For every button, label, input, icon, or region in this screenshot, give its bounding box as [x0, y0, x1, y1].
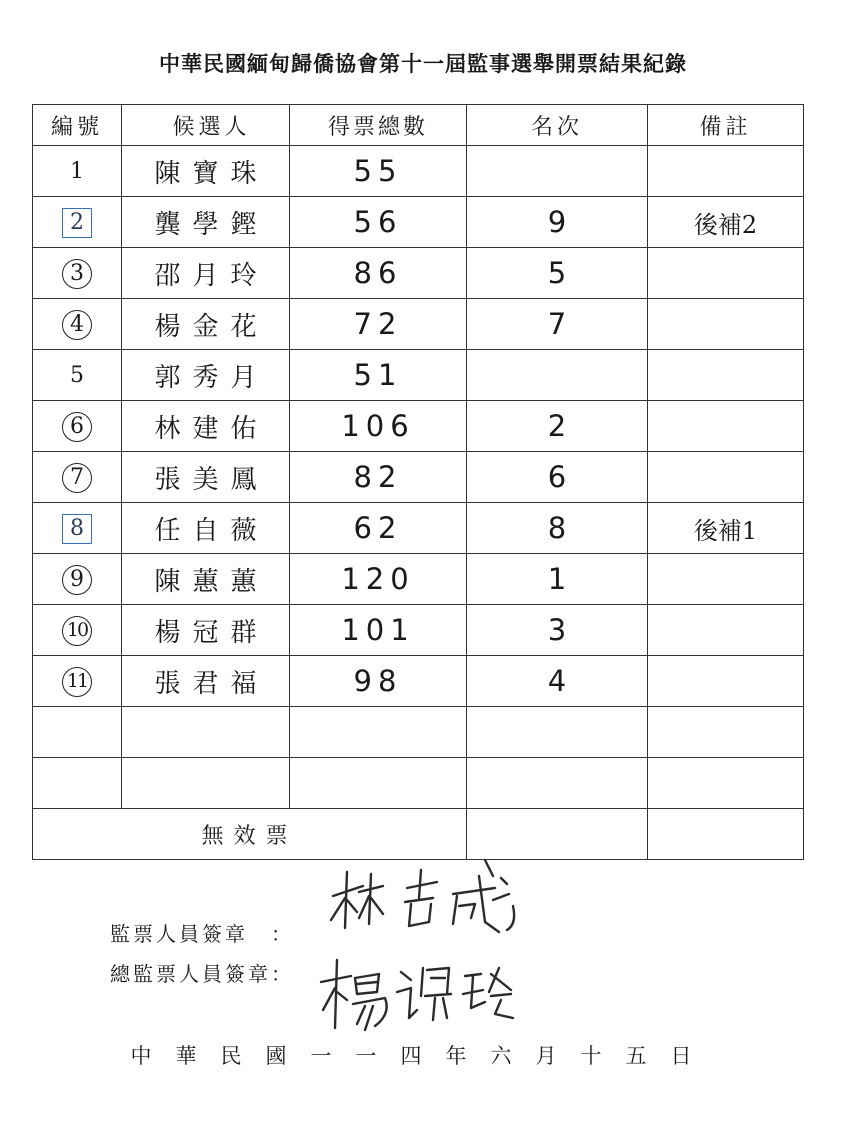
- empty-cell: [467, 707, 648, 758]
- candidate-votes: 72: [290, 299, 467, 350]
- candidate-remark: [648, 605, 804, 656]
- document-date: 中華民國一一四年六月十五日: [130, 1044, 716, 1068]
- elected-circle-mark: 11: [62, 667, 92, 697]
- candidate-rank: [467, 350, 648, 401]
- table-row: [33, 605, 804, 656]
- empty-cell: [290, 758, 467, 809]
- candidate-rank: 4: [467, 656, 648, 707]
- elected-circle-mark: 4: [62, 310, 92, 340]
- empty-cell: [33, 707, 122, 758]
- candidate-number: [33, 299, 122, 350]
- candidate-votes: 62: [290, 503, 467, 554]
- candidate-remark: [648, 452, 804, 503]
- empty-cell: [290, 707, 467, 758]
- candidate-rank: 7: [467, 299, 648, 350]
- candidate-remark: [648, 656, 804, 707]
- candidate-name: 陳寶珠: [122, 146, 290, 197]
- table-row: [33, 146, 804, 197]
- candidate-votes: 55: [290, 146, 467, 197]
- candidate-remark: [648, 554, 804, 605]
- candidate-number: [33, 248, 122, 299]
- table-row: [33, 248, 804, 299]
- candidate-remark: [648, 350, 804, 401]
- candidate-votes: 86: [290, 248, 467, 299]
- header-rank: 名次: [467, 105, 648, 146]
- chief-monitor-signature-label: 總監票人員簽章：: [110, 962, 294, 986]
- candidate-name: 邵月玲: [122, 248, 290, 299]
- candidate-rank: 8: [467, 503, 648, 554]
- invalid-votes-label: 無效票: [33, 809, 467, 860]
- candidate-name: 任自薇: [122, 503, 290, 554]
- header-remark: 備註: [648, 105, 804, 146]
- candidate-votes: 82: [290, 452, 467, 503]
- candidate-rank: 6: [467, 452, 648, 503]
- candidate-remark: 後補1: [648, 503, 804, 554]
- candidate-votes: 98: [290, 656, 467, 707]
- candidate-name: 張美鳳: [122, 452, 290, 503]
- candidate-name: 陳蕙蕙: [122, 554, 290, 605]
- candidate-number: [33, 401, 122, 452]
- table-row: [33, 197, 804, 248]
- chief-monitor-signature-image: [315, 948, 530, 1048]
- empty-cell: [122, 707, 290, 758]
- candidate-number: [33, 146, 122, 197]
- table-row: [33, 503, 804, 554]
- header-row: [33, 105, 804, 146]
- document-title: 中華民國緬甸歸僑協會第十一屆監事選舉開票結果紀錄: [159, 51, 687, 76]
- candidate-votes: 106: [290, 401, 467, 452]
- candidate-rank: 1: [467, 554, 648, 605]
- empty-cell: [648, 707, 804, 758]
- candidate-remark: [648, 248, 804, 299]
- candidate-number: [33, 554, 122, 605]
- candidate-rank: 3: [467, 605, 648, 656]
- candidate-votes: 101: [290, 605, 467, 656]
- candidate-votes: 51: [290, 350, 467, 401]
- elected-circle-mark: 6: [62, 412, 92, 442]
- monitor-signature-label: 監票人員簽章 ：: [110, 922, 294, 946]
- header-candidate: 候選人: [122, 105, 290, 146]
- candidate-remark: [648, 146, 804, 197]
- candidate-number: [33, 452, 122, 503]
- candidate-name: 楊冠群: [122, 605, 290, 656]
- candidate-name: 龔學鏗: [122, 197, 290, 248]
- table-row: [33, 656, 804, 707]
- header-number: 編號: [33, 105, 122, 146]
- candidate-remark: 後補2: [648, 197, 804, 248]
- table-row: [33, 452, 804, 503]
- monitor-signature-image: [325, 858, 525, 940]
- candidate-rank: [467, 146, 648, 197]
- candidate-name: 張君福: [122, 656, 290, 707]
- candidate-votes: 56: [290, 197, 467, 248]
- results-table: [32, 104, 804, 860]
- candidate-number: [33, 656, 122, 707]
- elected-circle-mark: 7: [62, 463, 92, 493]
- candidate-number: [33, 197, 122, 248]
- table-row: [33, 401, 804, 452]
- empty-row: [33, 707, 804, 758]
- table-row: [33, 350, 804, 401]
- candidate-rank: 9: [467, 197, 648, 248]
- empty-cell: [33, 758, 122, 809]
- candidate-number-text: 5: [70, 362, 84, 388]
- elected-circle-mark: 9: [62, 565, 92, 595]
- candidate-remark: [648, 299, 804, 350]
- empty-cell: [648, 758, 804, 809]
- table-row: [33, 554, 804, 605]
- alternate-box-mark: 8: [62, 514, 92, 544]
- candidate-number-text: 1: [70, 158, 84, 184]
- candidate-number: [33, 350, 122, 401]
- invalid-votes-row: [33, 809, 804, 860]
- empty-cell: [122, 758, 290, 809]
- empty-row: [33, 758, 804, 809]
- invalid-votes-count: [467, 809, 648, 860]
- empty-cell: [467, 758, 648, 809]
- candidate-rank: 2: [467, 401, 648, 452]
- invalid-votes-remark: [648, 809, 804, 860]
- header-votes: 得票總數: [290, 105, 467, 146]
- table-row: [33, 299, 804, 350]
- candidate-name: 楊金花: [122, 299, 290, 350]
- candidate-rank: 5: [467, 248, 648, 299]
- elected-circle-mark: 3: [62, 259, 92, 289]
- candidate-name: 林建佑: [122, 401, 290, 452]
- candidate-number: [33, 503, 122, 554]
- candidate-name: 郭秀月: [122, 350, 290, 401]
- candidate-remark: [648, 401, 804, 452]
- alternate-box-mark: 2: [62, 208, 92, 238]
- candidate-number: [33, 605, 122, 656]
- elected-circle-mark: 10: [62, 616, 92, 646]
- candidate-votes: 120: [290, 554, 467, 605]
